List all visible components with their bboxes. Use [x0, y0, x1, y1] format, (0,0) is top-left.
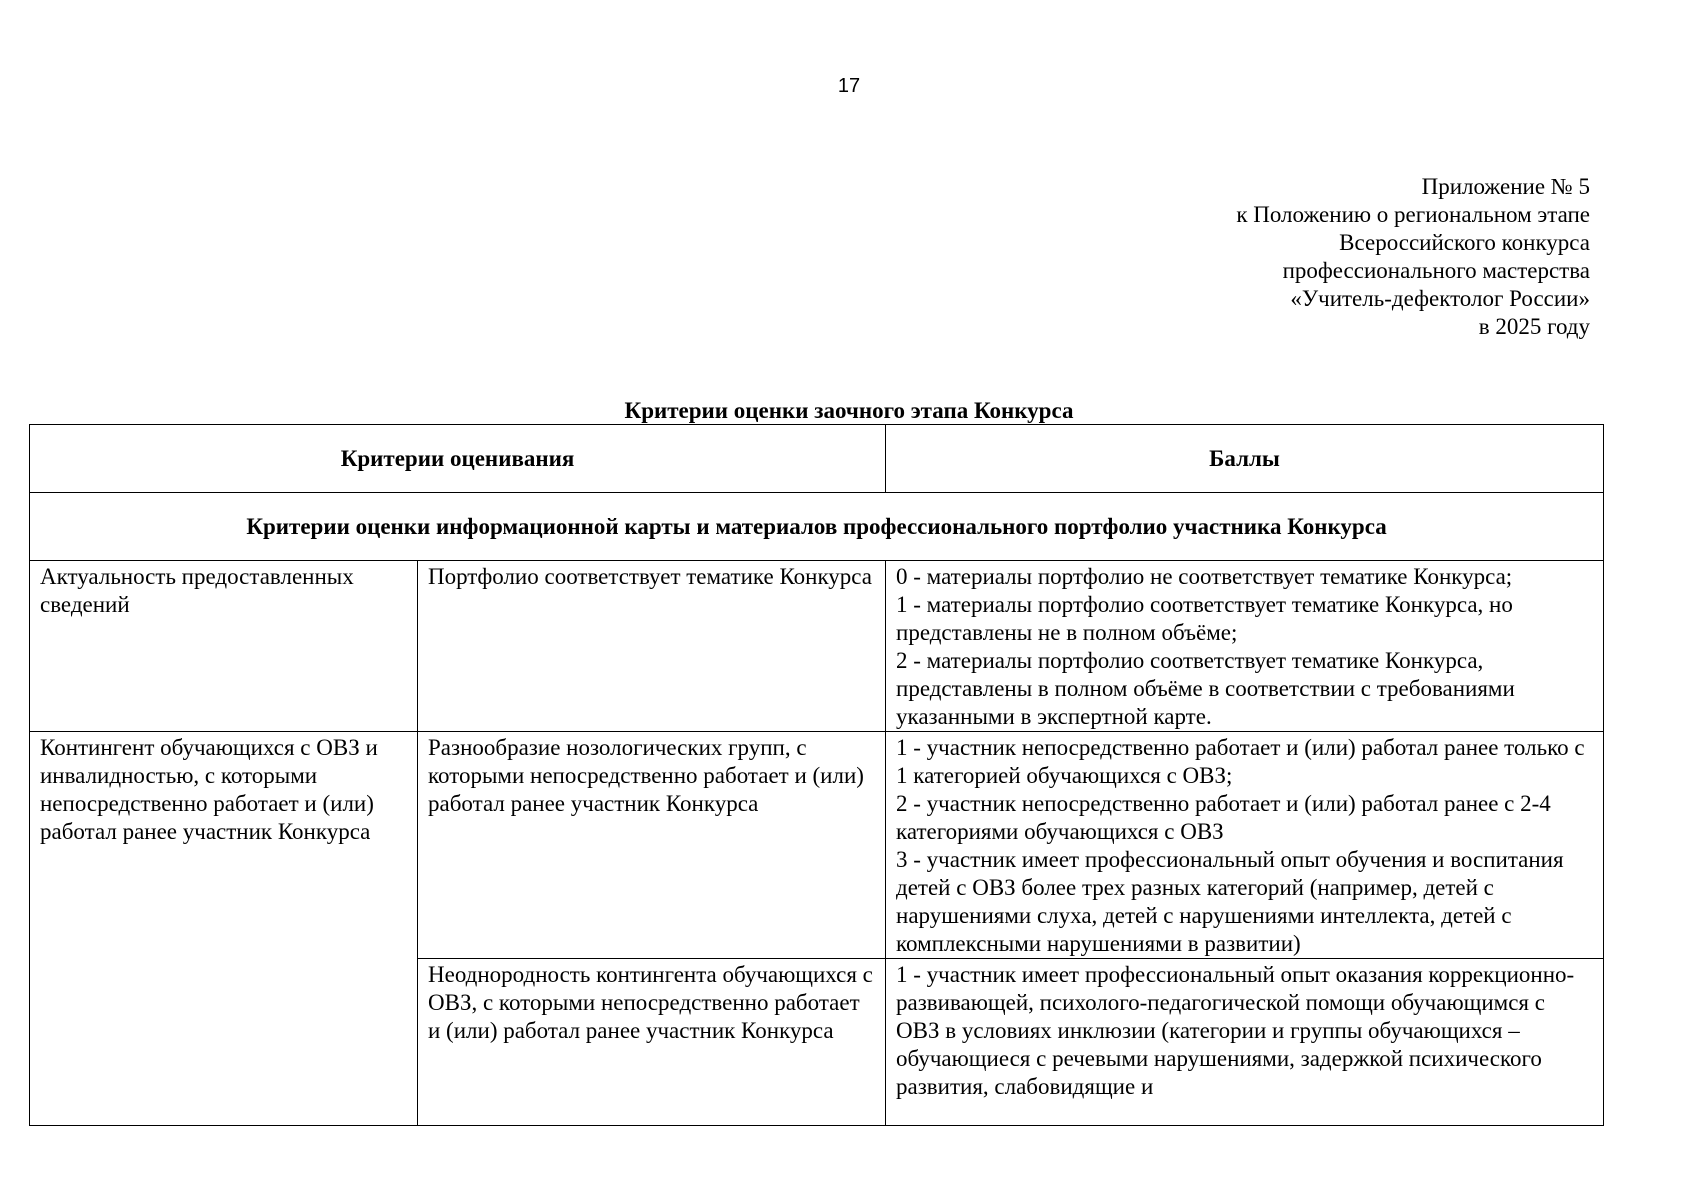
scores-cell — [886, 959, 1604, 1126]
score-line: 0 - материалы портфолио не соответствует тематике Конкурса; — [896, 564, 1513, 589]
scores-cell — [886, 561, 1604, 732]
header-points: Баллы — [886, 425, 1604, 493]
score-line: 1 - участник имеет профессиональный опыт оказания коррекционно-развивающей, психолого-педагогической помощи обучающимся с ОВЗ в условиях инклюзии (категории и группы обучающихся – обучающиеся с речевыми нарушениями, задержкой психического развития, слабовидящие и — [896, 962, 1575, 1099]
criterion-cell: Контингент обучающихся с ОВЗ и инвалидностью, с которыми непосредственно работает и (или) работал ранее участник Конкурса — [30, 732, 418, 1126]
indicator-cell: Разнообразие нозологических групп, с которыми непосредственно работает и (или) работал ранее участник Конкурса — [418, 732, 886, 959]
criteria-table — [29, 424, 1604, 1126]
appendix-line: в 2025 году — [1478, 314, 1590, 339]
appendix-line: к Положению о региональном этапе — [1236, 202, 1590, 227]
header-criteria: Критерии оценивания — [30, 425, 886, 493]
table-row — [30, 561, 1604, 732]
score-line: 3 - участник имеет профессиональный опыт обучения и воспитания детей с ОВЗ более трех разных категорий (например, детей с нарушениями слуха, детей с нарушениями интеллекта, детей с комплексными нарушениями в развитии) — [896, 847, 1564, 956]
score-line: 1 - материалы портфолио соответствует тематике Конкурса, но представлены не в полном объёме; — [896, 592, 1513, 645]
indicator-cell: Неоднородность контингента обучающихся с ОВЗ, с которыми непосредственно работает и (или) работал ранее участник Конкурса — [418, 959, 886, 1126]
section-row — [30, 493, 1604, 561]
indicator-cell: Портфолио соответствует тематике Конкурса — [418, 561, 886, 732]
table-header-row — [30, 425, 1604, 493]
section-title: Критерии оценки информационной карты и материалов профессионального портфолио участника Конкурса — [30, 493, 1604, 561]
score-line: 2 - материалы портфолио соответствует тематике Конкурса, представлены в полном объёме в соответствии с требованиями указанными в экспертной карте. — [896, 648, 1515, 729]
appendix-line: профессионального мастерства — [1282, 258, 1590, 283]
table-title: Критерии оценки заочного этапа Конкурса — [624, 398, 1074, 423]
appendix-note — [1236, 173, 1590, 341]
page-number: 17 — [837, 75, 861, 97]
scores-cell — [886, 732, 1604, 959]
score-line: 2 - участник непосредственно работает и (или) работал ранее с 2-4 категориями обучающихся с ОВЗ — [896, 791, 1551, 844]
appendix-line: «Учитель-дефектолог России» — [1290, 286, 1590, 311]
criterion-cell: Актуальность предоставленных сведений — [30, 561, 418, 732]
table-row — [30, 732, 1604, 959]
appendix-line: Приложение № 5 — [1421, 174, 1590, 199]
score-line: 1 - участник непосредственно работает и (или) работал ранее только с 1 категорией обучающихся с ОВЗ; — [896, 735, 1585, 788]
appendix-line: Всероссийского конкурса — [1339, 230, 1590, 255]
